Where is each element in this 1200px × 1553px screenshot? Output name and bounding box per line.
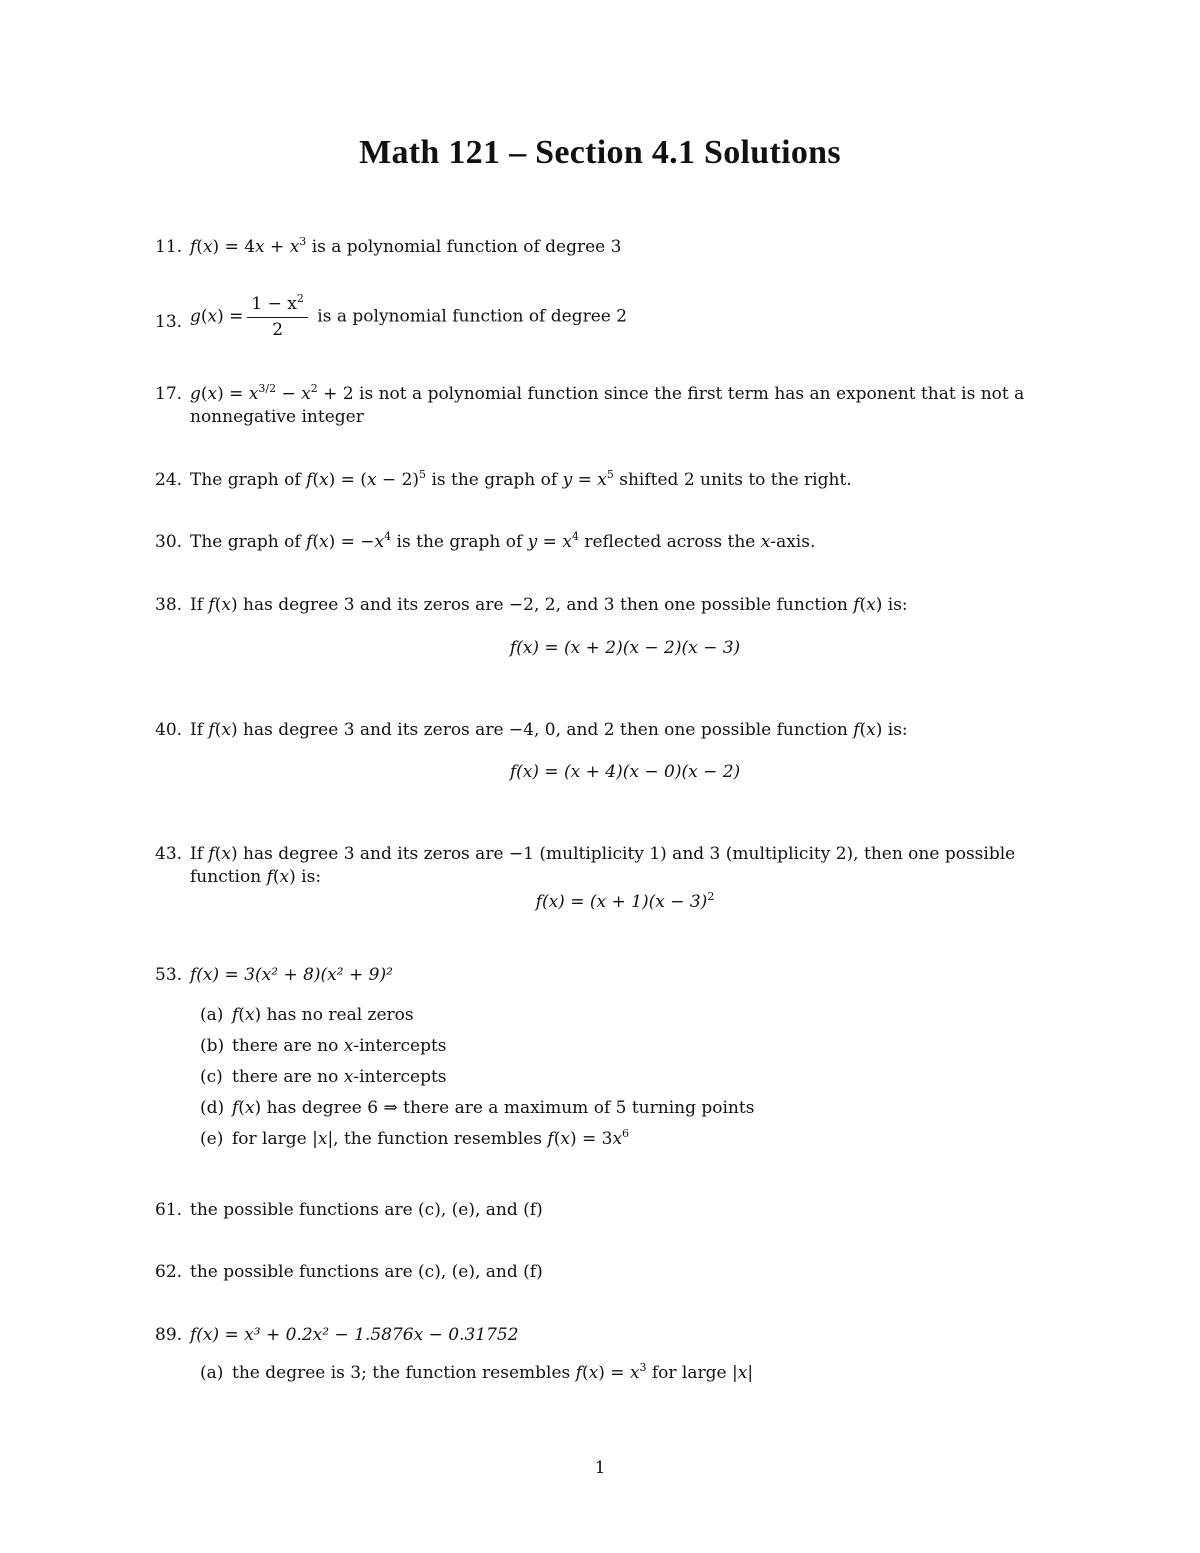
problem-text: The graph of $f(x) = (x - 2)^5$ is the graph of $y = x^5$ shifted 2 units to the right. <box>190 468 852 490</box>
problem-text: $g(x) = x^{3/2} - x^2 + 2$ is not a polynomial function since the first term has an exponent that is not a <box>190 382 1025 404</box>
problem-number: 62. <box>155 1262 183 1282</box>
problem-number: 61. <box>155 1200 183 1220</box>
problem-text: g(x) = $\frac{1 - x^2}{2}$ is a polynomial function of degree 2 <box>190 292 628 340</box>
problem-text: the possible functions are (c), (e), and (f) <box>190 1262 543 1282</box>
problem-38-equation: f(x) = (x + 2)(x − 2)(x − 3) <box>509 638 741 658</box>
problem-number: 89. <box>155 1325 183 1345</box>
problem-number: 24. <box>155 470 183 490</box>
problem-text: If f(x) has degree 3 and its zeros are −4, 0, and 2 then one possible function f(x) is: <box>190 720 908 740</box>
problem-number: 30. <box>155 532 183 552</box>
page-number: 1 <box>594 1458 606 1478</box>
problem-43-equation: $f(x) = (x + 1)(x - 3)^2$ <box>535 890 715 912</box>
problem-text: If f(x) has degree 3 and its zeros are −1 (multiplicity 1) and 3 (multiplicity 2), then one possible <box>190 844 1016 864</box>
problem-number: 43. <box>155 844 183 864</box>
problem-40-equation: f(x) = (x + 4)(x − 0)(x − 2) <box>509 762 741 782</box>
problem-number: 13. <box>155 312 183 332</box>
document-page: Math 121 – Section 4.1 Solutions 11. $f(x) = 4x + x^3$ is a polynomial function of degree 3 13. g(x) = $\frac{1 - x^2}{2}$ is a polynomial function of degree 2 17. $g(x) = x^{3/2} - x^2 + 2$ is not a polynomial function since the first term has an exponent that is not a nonnegative integer 24. The graph of $f(x) = (x - 2)^5$ is the graph of $y = x^5$ shifted 2 units to the right. 30. The graph of $f(x) = -x^4$ is the graph of $y = x^4$ reflected across the x-axis. 38. If f(x) has degree 3 and its zeros are −2, 2, and 3 then one possible function f(x) is: f(x) = (x + 2)(x − 2)(x − 3) 40. If f(x) has degree 3 and its zeros are −4, 0, and 2 then one possible function f(x) is: f(x) = (x + 4)(x − 0)(x − 2) 43. If f(x) has degree 3 and its zeros are −1 (multiplicity 1) and 3 (multiplicity 2), then one possible function f(x) is: $f(x) = (x + 1)(x - 3)^2$ 53. f(x) = 3(x² + 8)(x² + 9)² (a) f(x) has no real zeros (b) there are no x-intercepts (c) there are no x-intercepts (d) f(x) has degree 6 ⇒ there are a maximum of 5 turning points (e) for large |x|, the function resembles $f(x) = 3x^6$ 61. the possible functions are (c), (e), and (f) 62. the possible functions are (c), (e), and (f) 89. f(x) = x³ + 0.2x² − 1.5876x − 0.31752 (a) the degree is 3; the function resembles $f(x) = x^3$ for large |x| 1 <box>0 0 1200 1553</box>
problem-text: the possible functions are (c), (e), and (f) <box>190 1200 543 1220</box>
problem-equation: f(x) = x³ + 0.2x² − 1.5876x − 0.31752 <box>190 1325 519 1345</box>
problem-number: 40. <box>155 720 183 740</box>
problem-number: 11. <box>155 237 183 257</box>
problem-text: $f(x) = 4x + x^3$ is a polynomial function of degree 3 <box>190 235 622 257</box>
problem-number: 17. <box>155 384 183 404</box>
problem-number: 38. <box>155 595 183 615</box>
problem-text: If f(x) has degree 3 and its zeros are −2, 2, and 3 then one possible function f(x) is: <box>190 595 908 615</box>
problem-number: 53. <box>155 965 183 985</box>
page-title: Math 121 – Section 4.1 Solutions <box>359 134 841 171</box>
problem-equation: f(x) = 3(x² + 8)(x² + 9)² <box>190 965 393 985</box>
problem-text: The graph of $f(x) = -x^4$ is the graph of $y = x^4$ reflected across the x-axis. <box>190 530 816 552</box>
